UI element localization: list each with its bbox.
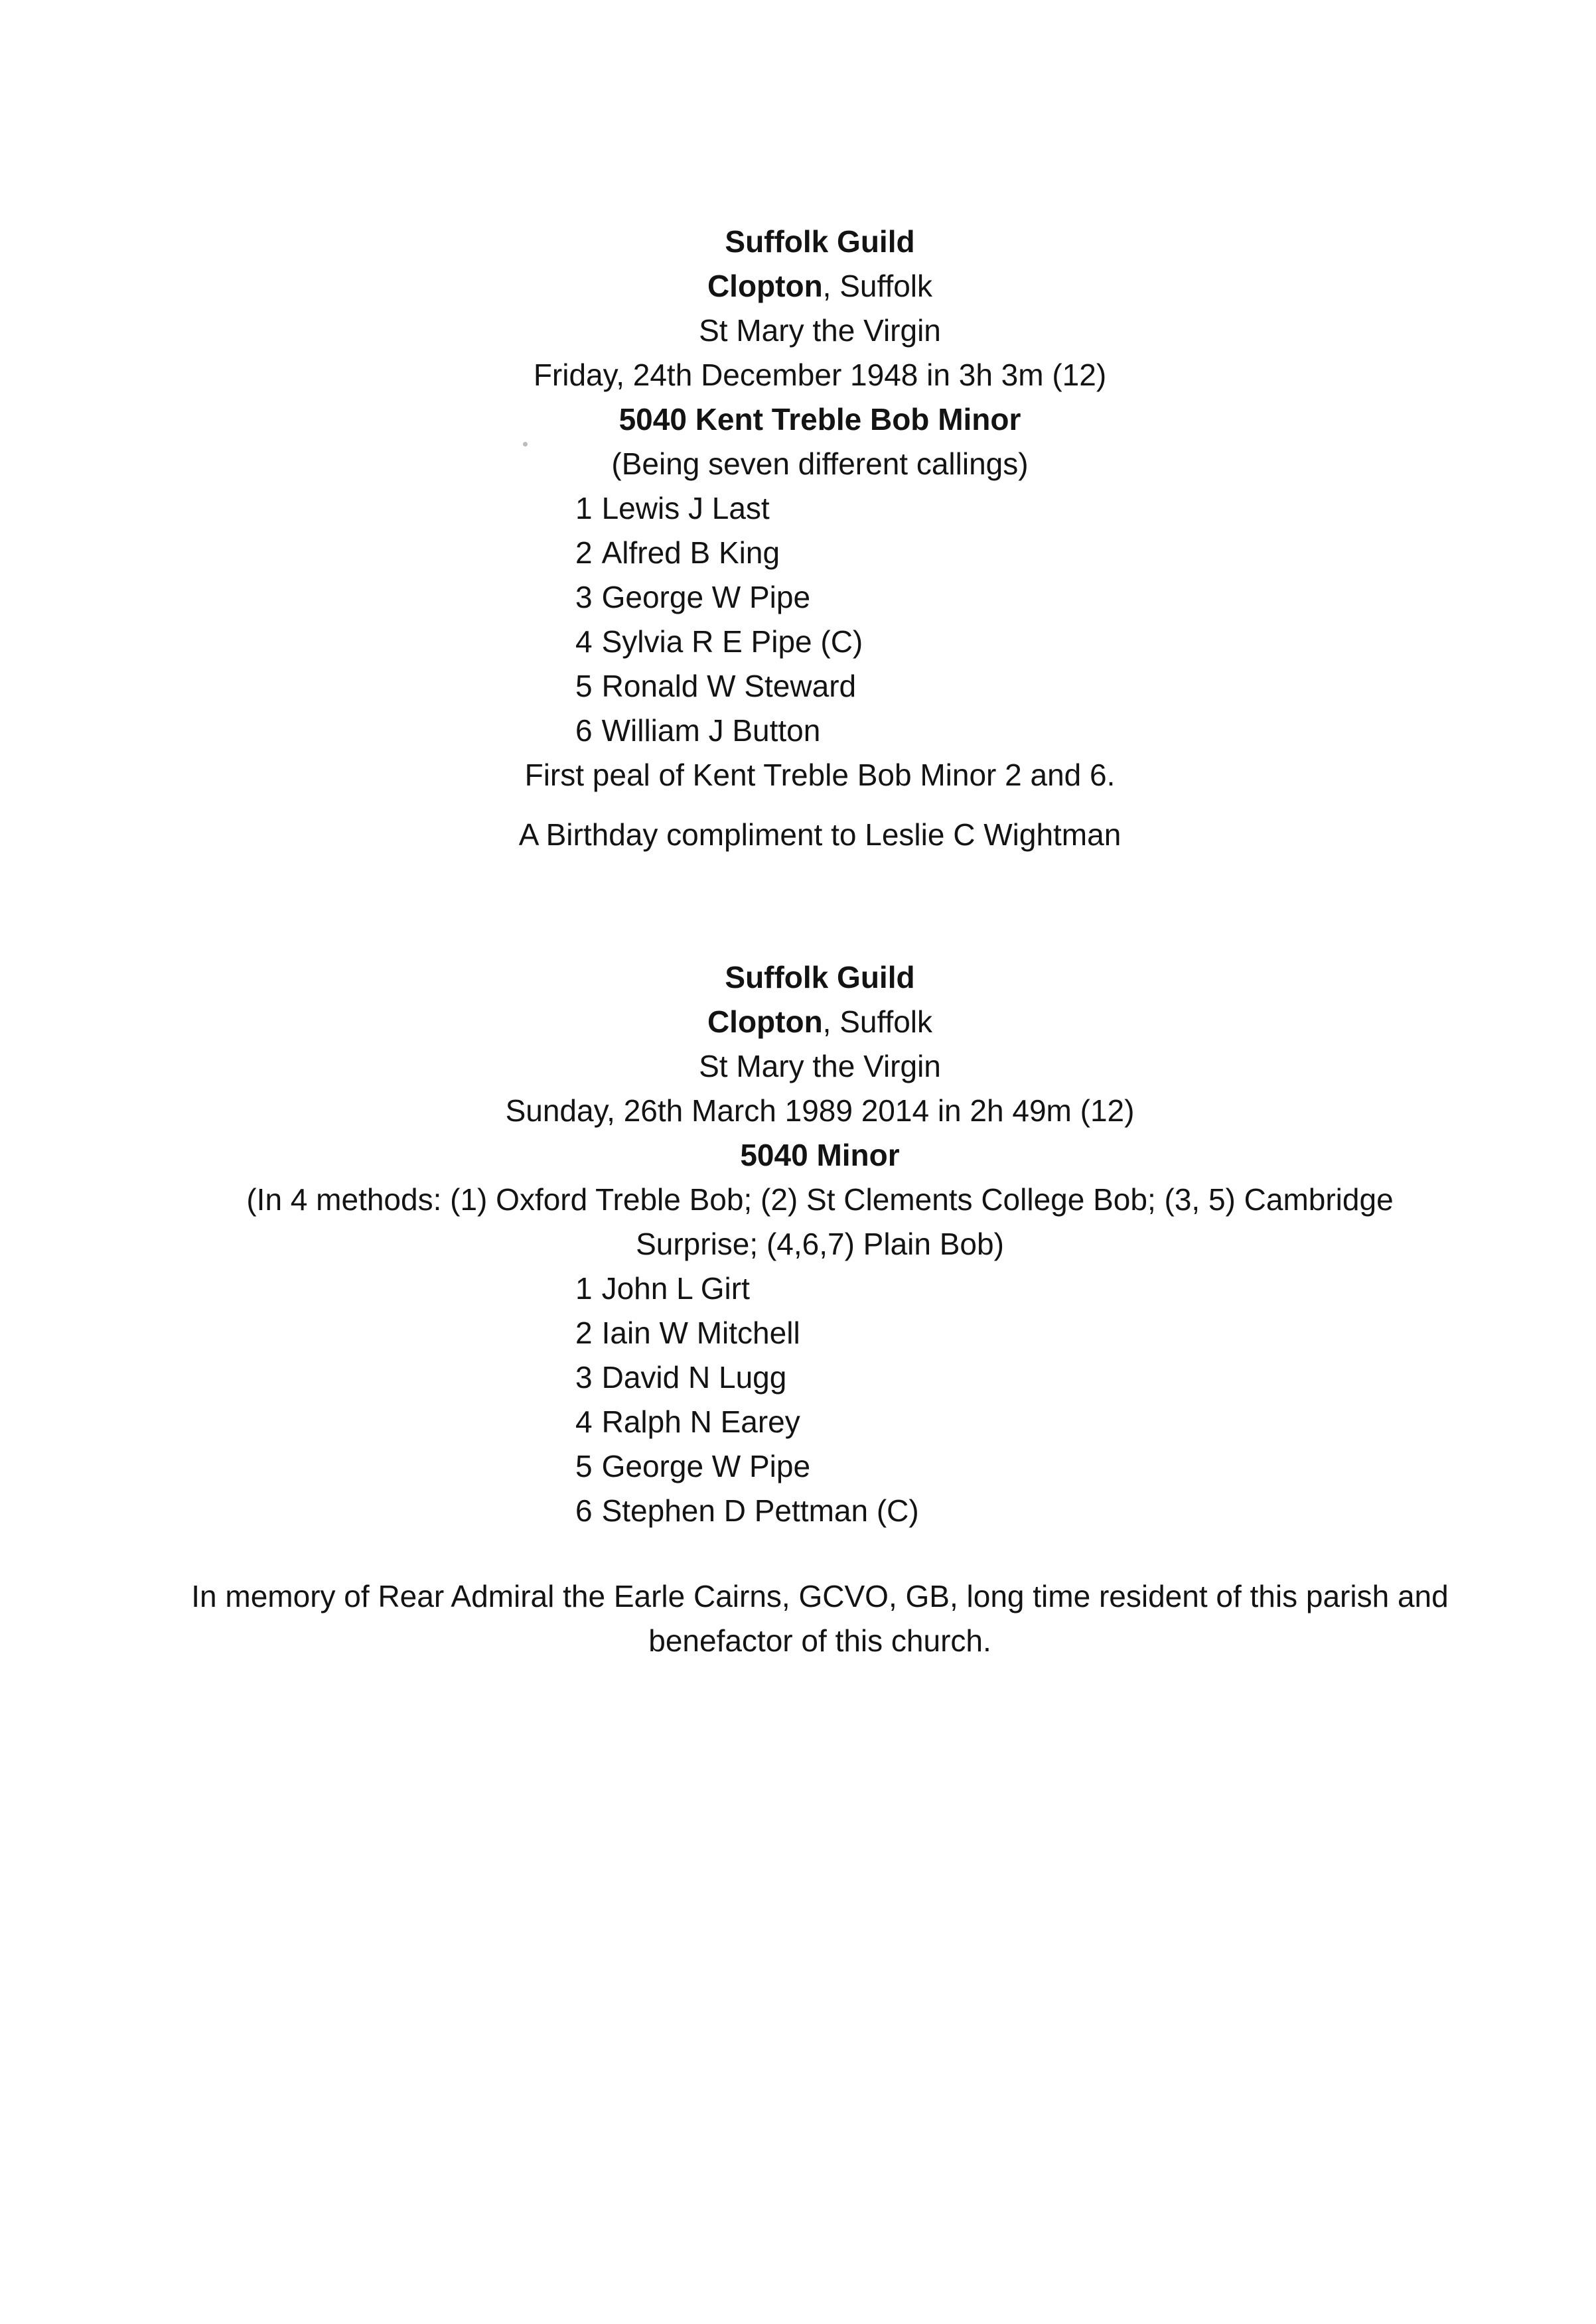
peal-title: 5040 Kent Treble Bob Minor (618, 402, 1021, 437)
bell-number: 3 (575, 580, 593, 614)
peal-record-1 (44, 220, 1596, 857)
ringer-row (575, 1400, 1596, 1444)
bell-number: 4 (575, 624, 593, 659)
place-name: Clopton (707, 1004, 823, 1039)
society-line: Suffolk Guild (725, 224, 915, 259)
ringer-name: Ralph N Earey (601, 1404, 800, 1439)
peal-title: 5040 Minor (740, 1138, 900, 1172)
bell-number: 2 (575, 1316, 593, 1350)
ringer-row (575, 575, 1596, 620)
bell-number: 2 (575, 535, 593, 570)
scan-speck (523, 442, 528, 446)
ringer-name: Stephen D Pettman (C) (601, 1493, 919, 1528)
footnote: A Birthday compliment to Leslie C Wightman (518, 817, 1122, 852)
ringer-row (575, 1444, 1596, 1489)
ringer-row (575, 620, 1596, 664)
ringer-row (575, 486, 1596, 531)
date-line: Sunday, 26th March 1989 2014 in 2h 49m (12) (505, 1093, 1135, 1128)
memorial-note: In memory of Rear Admiral the Earle Cairns, GCVO, GB, long time resident of this parish and benefactor of this church. (191, 1579, 1449, 1658)
ringers-list (44, 486, 1596, 753)
bell-number: 6 (575, 713, 593, 748)
ringer-name: David N Lugg (601, 1360, 787, 1395)
society-line: Suffolk Guild (725, 960, 915, 994)
ringer-name: William J Button (601, 713, 821, 748)
bell-number: 5 (575, 1449, 593, 1483)
ringers-list (44, 1266, 1596, 1533)
date-line: Friday, 24th December 1948 in 3h 3m (12) (533, 358, 1107, 392)
bell-number: 1 (575, 491, 593, 525)
ringer-name: George W Pipe (601, 1449, 811, 1483)
ringer-row (575, 531, 1596, 575)
methods-note: (Being seven different callings) (611, 446, 1029, 481)
bell-number: 3 (575, 1360, 593, 1395)
bell-number: 6 (575, 1493, 593, 1528)
ringer-row (575, 664, 1596, 709)
bell-number: 4 (575, 1404, 593, 1439)
ringer-name: Ronald W Steward (601, 669, 857, 703)
place-county: , Suffolk (822, 269, 933, 303)
methods-note: (In 4 methods: (1) Oxford Treble Bob; (2) St Clements College Bob; (3, 5) Cambridge Surprise; (4,6,7) Plain Bob) (246, 1182, 1394, 1261)
ringer-row (575, 1311, 1596, 1355)
ringer-name: Sylvia R E Pipe (C) (601, 624, 863, 659)
ringer-name: Iain W Mitchell (601, 1316, 800, 1350)
church-line: St Mary the Virgin (699, 313, 941, 348)
peal-record-2 (44, 955, 1596, 1533)
ringer-row (575, 1355, 1596, 1400)
ringer-row (575, 1266, 1596, 1311)
place-county: , Suffolk (822, 1004, 933, 1039)
ringer-name: George W Pipe (601, 580, 811, 614)
ringer-row (575, 709, 1596, 753)
bell-number: 1 (575, 1271, 593, 1306)
place-line (44, 264, 1596, 308)
ringer-name: Alfred B King (601, 535, 780, 570)
place-name: Clopton (707, 269, 823, 303)
ringer-name: John L Girt (601, 1271, 750, 1306)
footnote: First peal of Kent Treble Bob Minor 2 and 6. (524, 758, 1116, 792)
ringer-row (575, 1489, 1596, 1533)
bell-number: 5 (575, 669, 593, 703)
church-line: St Mary the Virgin (699, 1049, 941, 1083)
ringer-name: Lewis J Last (601, 491, 770, 525)
place-line (44, 1000, 1596, 1044)
